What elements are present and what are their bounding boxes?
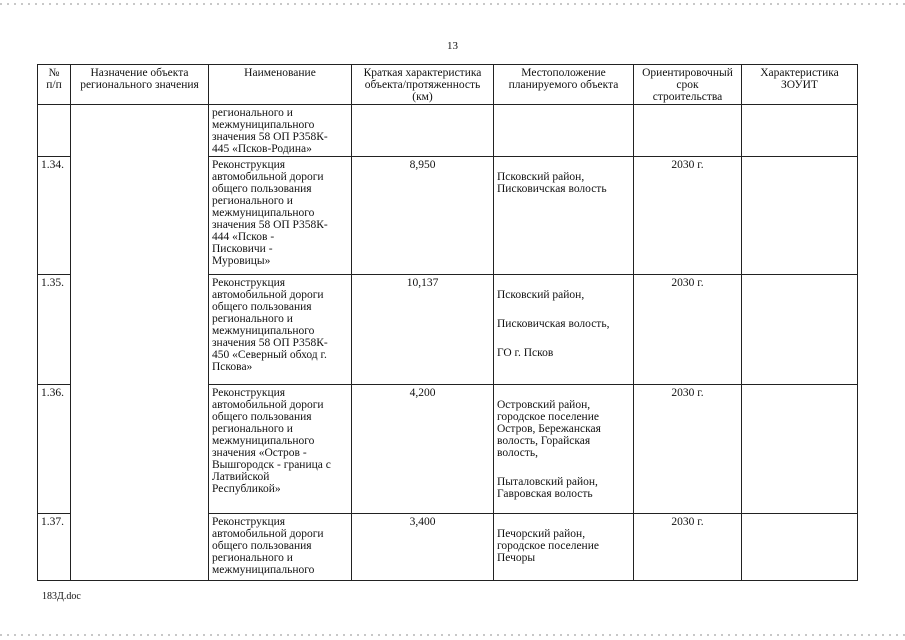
row-number-cell: [38, 105, 71, 157]
row-location-cell: [494, 514, 634, 581]
header-name: Наименование: [209, 65, 352, 105]
row-length-cell: 8,950: [352, 157, 494, 275]
row-name-cell: Реконструкция автомобильной дороги общего пользования регионального и межмуниципального: [209, 514, 352, 581]
row-length-cell: 3,400: [352, 514, 494, 581]
row-zouit-cell: [742, 105, 858, 157]
row-term-cell: 2030 г.: [634, 385, 742, 514]
row-zouit-cell: [742, 157, 858, 275]
row-zouit-cell: [742, 514, 858, 581]
table-row-continuation: [38, 105, 858, 157]
row-length-cell: [352, 105, 494, 157]
row-length-cell: 4,200: [352, 385, 494, 514]
location-text: Псковский район,: [497, 289, 585, 301]
row-number-cell: 1.37.: [38, 514, 71, 581]
scan-edge-bottom: [0, 634, 905, 636]
header-number: № п/п: [38, 65, 71, 105]
row-location-cell: [494, 157, 634, 275]
row-term-cell: 2030 г.: [634, 514, 742, 581]
page-number: 13: [447, 40, 458, 52]
row-term-cell: 2030 г.: [634, 157, 742, 275]
row-number-cell: 1.34.: [38, 157, 71, 275]
header-term: Ориентировочный срок строительства: [634, 65, 742, 105]
header-location: Местоположение планируемого объекта: [494, 65, 634, 105]
row-location-cell: [494, 275, 634, 385]
header-purpose: Назначение объекта регионального значения: [71, 65, 209, 105]
row-name-cell: Реконструкция автомобильной дороги общего пользования регионального и межмуниципального значения 58 ОП Р358К- 450 «Северный обход г. Пскова»: [209, 275, 352, 385]
row-name-cell: регионального и межмуниципального значения 58 ОП Р358К- 445 «Псков-Родина»: [209, 105, 352, 157]
row-zouit-cell: [742, 385, 858, 514]
projects-table: [37, 64, 858, 581]
location-text: ГО г. Псков: [497, 347, 554, 359]
location-text: Островский район, городское поселение Остров, Бережанская волость, Горайская волость,: [497, 399, 601, 459]
header-length: Краткая характеристика объекта/протяженность (км): [352, 65, 494, 105]
location-text: Печорский район, городское поселение Печоры: [497, 528, 599, 564]
row-number-cell: 1.36.: [38, 385, 71, 514]
row-location-cell: [494, 385, 634, 514]
row-length-cell: 10,137: [352, 275, 494, 385]
table-header-row: [38, 65, 858, 105]
location-text: Пыталовский район, Гавровская волость: [497, 476, 598, 500]
row-name-cell: Реконструкция автомобильной дороги общего пользования регионального и межмуниципального значения «Остров - Вышгородск - граница с Латвийской Республикой»: [209, 385, 352, 514]
purpose-cell: [71, 105, 209, 581]
row-term-cell: [634, 105, 742, 157]
row-location-cell: [494, 105, 634, 157]
footer-filename: 183Д.doc: [42, 591, 81, 602]
row-name-cell: Реконструкция автомобильной дороги общего пользования регионального и межмуниципального значения 58 ОП Р358К- 444 «Псков - Писковичи - Муровицы»: [209, 157, 352, 275]
row-term-cell: 2030 г.: [634, 275, 742, 385]
location-text: Псковский район, Писковичская волость: [497, 171, 607, 195]
scan-edge-top: [0, 3, 905, 5]
row-zouit-cell: [742, 275, 858, 385]
location-text: Писковичская волость,: [497, 318, 610, 330]
header-zouit: Характеристика ЗОУИТ: [742, 65, 858, 105]
row-number-cell: 1.35.: [38, 275, 71, 385]
